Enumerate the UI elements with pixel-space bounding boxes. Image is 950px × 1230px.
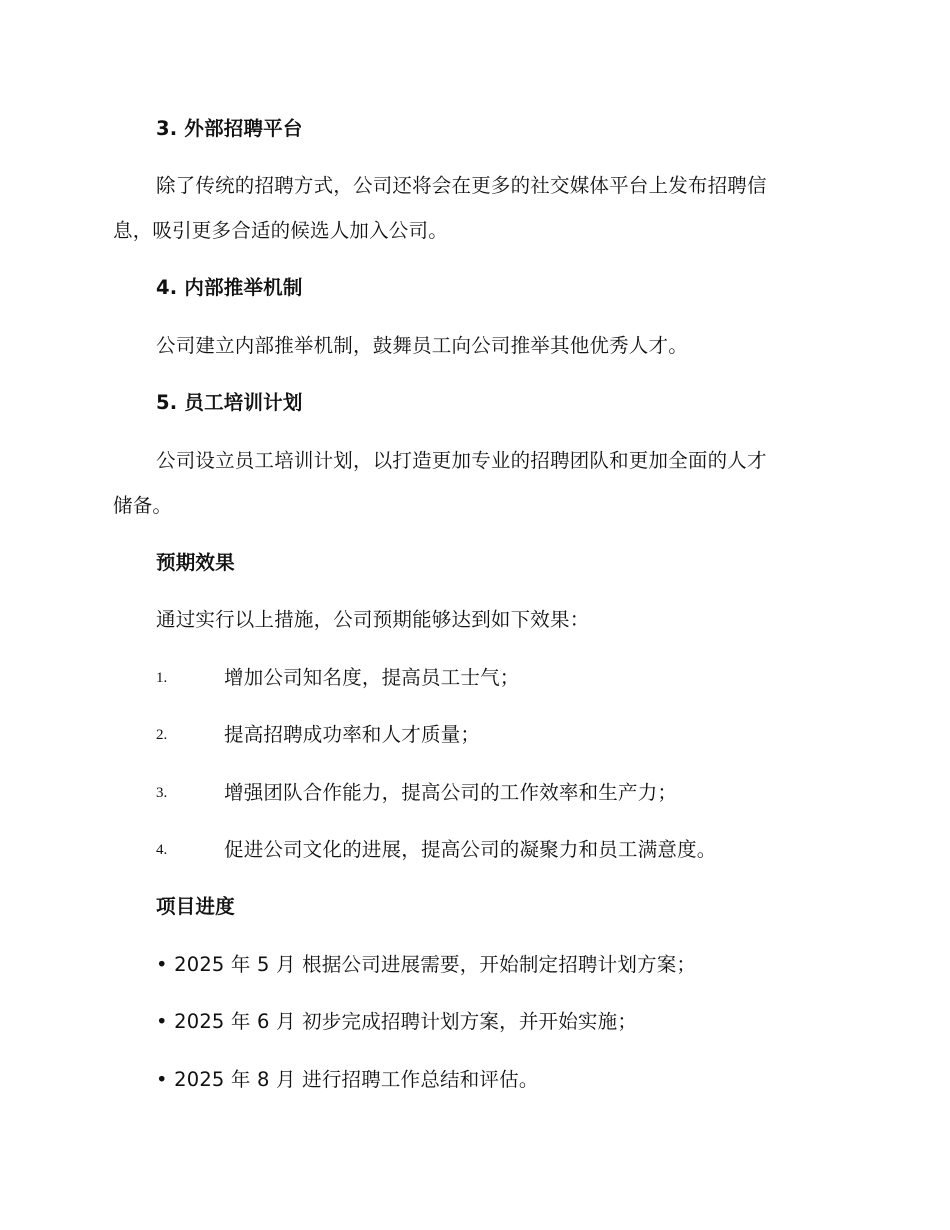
paragraph-training-plan-line2: 储备。	[113, 494, 173, 517]
heading-internal-referral: 4. 内部推举机制	[156, 276, 303, 299]
heading-training-plan: 5. 员工培训计划	[156, 391, 303, 414]
paragraph-training-plan-line1: 公司设立员工培训计划，以打造更加专业的招聘团队和更加全面的人才	[156, 449, 767, 472]
list-item-text: 增强团队合作能力，提高公司的工作效率和生产力；	[224, 781, 678, 804]
heading-expected-results: 预期效果	[156, 551, 235, 574]
heading-external-platform: 3. 外部招聘平台	[156, 117, 303, 140]
progress-item: • 2025 年 5 月 根据公司进展需要，开始制定招聘计划方案；	[156, 953, 697, 976]
list-item-number: 3.	[156, 785, 168, 801]
list-item-text: 促进公司文化的进展，提高公司的凝聚力和员工满意度。	[224, 838, 717, 861]
heading-progress: 项目进度	[156, 895, 235, 918]
paragraph-external-platform-line1: 除了传统的招聘方式，公司还将会在更多的社交媒体平台上发布招聘信	[156, 174, 767, 197]
paragraph-external-platform-line2: 息，吸引更多合适的候选人加入公司。	[113, 219, 448, 242]
list-item-number: 1.	[156, 670, 168, 686]
progress-item: • 2025 年 6 月 初步完成招聘计划方案，并开始实施；	[156, 1010, 638, 1033]
list-item-text: 增加公司知名度，提高员工士气；	[224, 666, 520, 689]
list-item-text: 提高招聘成功率和人才质量；	[224, 723, 481, 746]
progress-item: • 2025 年 8 月 进行招聘工作总结和评估。	[156, 1068, 539, 1091]
list-item-number: 2.	[156, 727, 168, 743]
paragraph-internal-referral: 公司建立内部推举机制，鼓舞员工向公司推举其他优秀人才。	[156, 334, 688, 357]
list-item-number: 4.	[156, 842, 168, 858]
expected-results-intro: 通过实行以上措施，公司预期能够达到如下效果：	[156, 608, 590, 631]
